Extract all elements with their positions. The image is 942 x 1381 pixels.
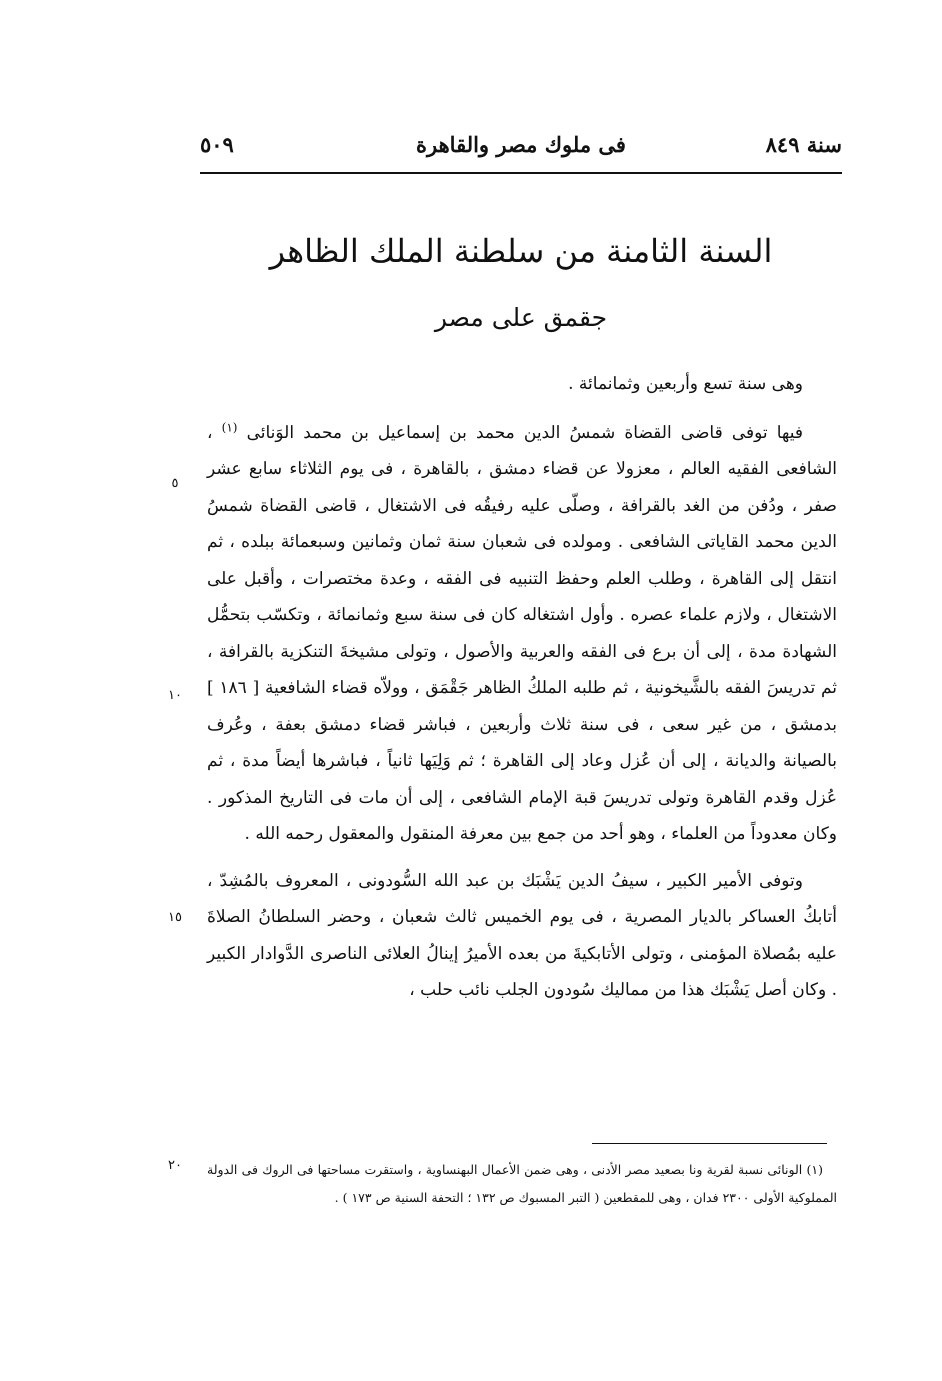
page-number: ٥٠٩ bbox=[200, 132, 234, 157]
line-number-20: ٢٠ bbox=[168, 1158, 182, 1173]
footnote-divider bbox=[592, 1143, 827, 1144]
line-number-10: ١٠ bbox=[168, 688, 182, 703]
paragraph-obituary-wanai bbox=[207, 415, 837, 853]
footnote-text: (١) الونائى نسبة لقرية ونا بصعيد مصر الأدنى ، وهى ضمن الأعمال البهنساوية ، واستقرت مساحتها فى الروك فى الدولة المملوكية الأولى ٢٣٠٠ فدان ، وهى للمقطعين ( التبر المسبوك ص ١٣٢ ؛ التحفة السنية ص ١٧٣ ) . bbox=[207, 1162, 837, 1205]
header-year: سنة ٨٤٩ bbox=[765, 132, 842, 157]
paragraph-1-start: فيها توفى قاضى القضاة شمسُ الدين محمد بن إسماعيل بن محمد الوَنائى bbox=[246, 422, 804, 443]
running-header bbox=[200, 132, 842, 166]
line-number-5: ٥ bbox=[171, 476, 179, 491]
header-title: فى ملوك مصر والقاهرة bbox=[416, 132, 626, 157]
body-text bbox=[207, 366, 837, 1009]
chapter-title: السنة الثامنة من سلطنة الملك الظاهر bbox=[269, 232, 773, 270]
footnote-reference[interactable]: (١) bbox=[221, 419, 238, 434]
year-line: وهى سنة تسع وأربعين وثمانمائة . bbox=[568, 374, 803, 394]
chapter-subtitle: جقمق على مصر bbox=[434, 303, 608, 332]
paragraph-1-rest: ، الشافعى الفقيه العالم ، معزولا عن قضاء دمشق ، بالقاهرة ، فى يوم الثلاثاء سابع عشر صفر ، ودُفن من الغد بالقرافة ، وصلّى عليه رفيقُه فى الاشتغال ، قاضى القضاة شمسُ الدين محمد القاياتى الشافعى . ومولده فى شعبان سنة ثمان وثمانين وسبعمائة ببلده ، ثم انتقل إلى القاهرة ، وطلب العلم وحفظ التنبيه فى الفقه ، وعدة مختصرات ، وأقبل على الاشتغال ، ولازم علماء عصره . وأول اشتغاله كان فى سنة سبع وثمانمائة ، وتكسّب بتحمُّل الشهادة مدة ، إلى أن برع فى الفقه والعربية والأصول ، وتولى مشيخةَ التنكزية بالقرافة ، ثم تدريسَ الفقه بالشَّيخونية ، ثم طلبه الملكُ الظاهر جَقْمَق ، وولاّه قضاء الشافعية [ ١٨٦ ] بدمشق ، من غير سعى ، فى سنة ثلاث وأربعين ، فباشر قضاء دمشق بعفة ، وعُرف بالصيانة والديانة ، إلى أن عُزل وعاد إلى القاهرة ؛ ثم وَلِيَها ثانياً ، فباشرها أيضاً مدة ، ثم عُزل وقدم القاهرة وتولى تدريسَ قبة الإمام الشافعى ، إلى أن مات فى التاريخ المذكور . وكان معدوداً من العلماء ، وهو أحد من جمع بين معرفة المنقول والمعقول رحمه الله . bbox=[207, 422, 837, 844]
header-divider bbox=[200, 172, 842, 174]
paragraph-obituary-yashbak: وتوفى الأمير الكبير ، سيفُ الدين يَشْبَك بن عبد الله السُّودونى ، المعروف بالمُشِدّ ، أتابكُ العساكر بالديار المصرية ، فى يوم الخميس ثالث شعبان ، وحضر السلطانُ الصلاةَ عليه بمُصلاة المؤمنى ، وتولى الأتابكيةَ من بعده الأميرُ إينالُ العلائى الناصرى الدَّوادار الكبير . وكان أصل يَشْبَك هذا من مماليك سُودون الجلب نائب حلب ، bbox=[207, 870, 837, 1000]
line-number-15: ١٥ bbox=[168, 910, 182, 925]
footnote bbox=[207, 1156, 837, 1212]
